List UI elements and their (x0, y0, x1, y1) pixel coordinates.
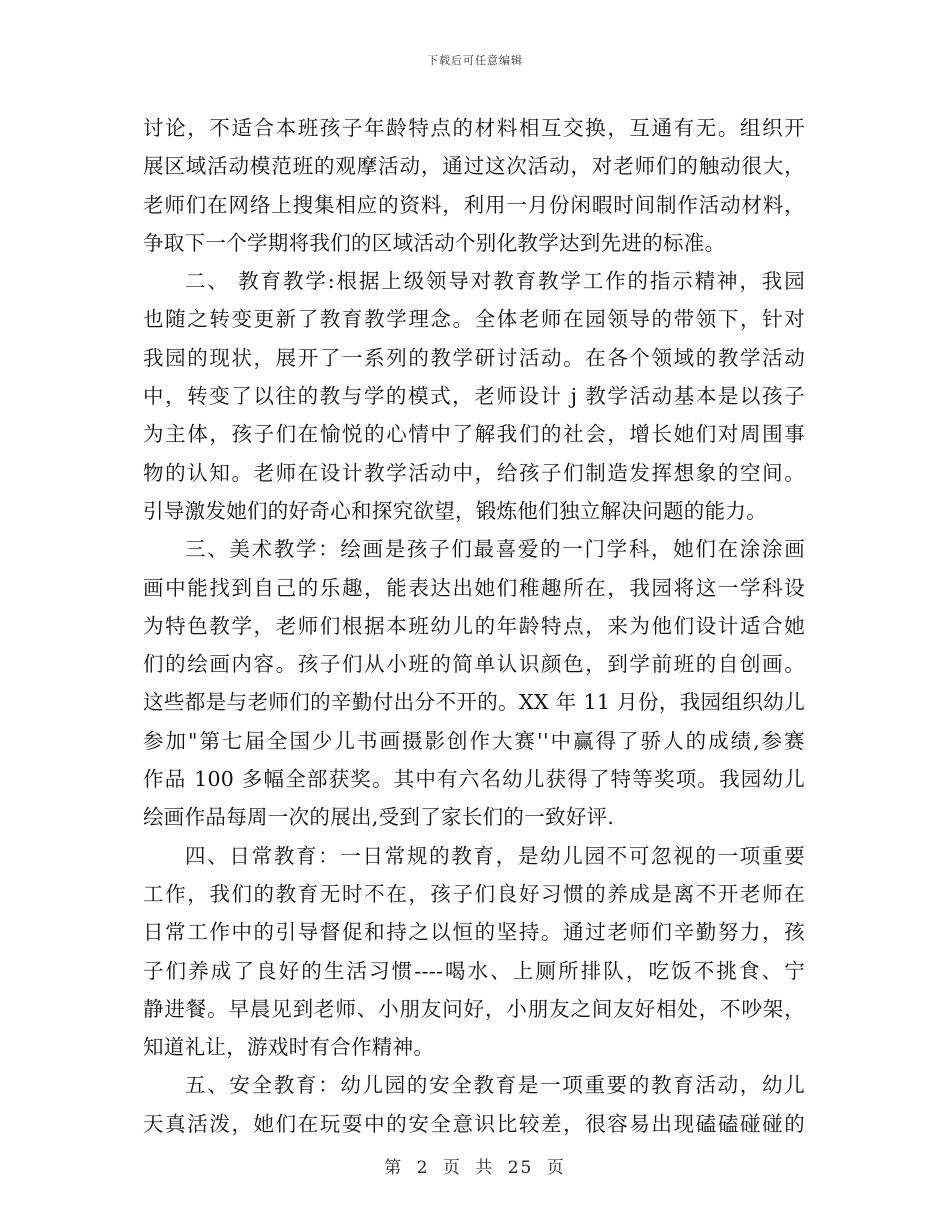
text-line: 我园的现状，展开了一系列的教学研讨活动。在各个领域的教学活动 (143, 345, 805, 370)
page-number-footer: 第 2 页 共 25 页 (384, 1158, 566, 1178)
text-line: 讨论，不适合本班孩子年龄特点的材料相互交换，互通有无。组织开 (143, 116, 805, 140)
text-line: 画中能找到自己的乐趣，能表达出她们稚趣所在，我园将这一学科设 (143, 575, 805, 600)
text-line: 天真活泼，她们在玩耍中的安全意识比较差，很容易出现磕磕碰碰的 (143, 1111, 805, 1136)
text-line: 静进餐。早晨见到老师、小朋友问好，小朋友之间友好相处，不吵架， (143, 996, 805, 1021)
text-line: 工作，我们的教育无时不在，孩子们良好习惯的养成是离不开老师在 (143, 881, 805, 906)
text-line: 争取下一个学期将我们的区域活动个别化教学达到先进的标准。 (143, 230, 726, 255)
section-heading-line: 三、美术教学：绘画是孩子们最喜爱的一门学科，她们在涂涂画 (185, 537, 805, 562)
text-line: 引导激发她们的好奇心和探究欲望，锻炼他们独立解决问题的能力。 (143, 498, 767, 523)
section-heading-line: 五、安全教育：幼儿园的安全教育是一项重要的教育活动，幼儿 (185, 1073, 805, 1098)
document-body (143, 109, 805, 1143)
text-line: 也随之转变更新了教育教学理念。全体老师在园领导的带领下，针对 (143, 307, 805, 332)
text-line: 作品 100 多幅全部获奖。其中有六名幼儿获得了特等奖项。我园幼儿 (143, 767, 805, 792)
text-line: 物的认知。老师在设计教学活动中，给孩子们制造发挥想象的空间。 (143, 460, 805, 485)
text-line: 日常工作中的引导督促和持之以恒的坚持。通过老师们辛勤努力，孩 (143, 920, 805, 945)
page-header: 下载后可任意编辑 (427, 54, 523, 67)
text-line: 展区域活动模范班的观摩活动，通过这次活动，对老师们的触动很大， (143, 154, 805, 179)
text-line: 为特色教学，老师们根据本班幼儿的年龄特点，来为他们设计适合她 (143, 613, 805, 638)
section-heading-line: 二、 教育教学:根据上级领导对教育教学工作的指示精神，我园 (185, 269, 805, 294)
text-line: 子们养成了良好的生活习惯----喝水、上厕所排队，吃饭不挑食、宁 (143, 958, 805, 983)
text-line: 中，转变了以往的教与学的模式，老师设计 j 教学活动基本是以孩子 (143, 384, 805, 409)
text-line: 为主体，孩子们在愉悦的心情中了解我们的社会，增长她们对周围事 (143, 422, 805, 447)
text-line: 这些都是与老师们的辛勤付出分不开的。XX 年 11 月份，我园组织幼儿 (143, 690, 805, 715)
text-line: 老师们在网络上搜集相应的资料，利用一月份闲暇时间制作活动材料， (143, 192, 805, 217)
text-line: 绘画作品每周一次的展出,受到了家长们的一致好评. (143, 805, 615, 830)
section-heading-line: 四、日常教育：一日常规的教育，是幼儿园不可忽视的一项重要 (185, 843, 805, 868)
text-line: 参加"第七届全国少儿书画摄影创作大赛''中赢得了骄人的成绩,参赛 (143, 728, 805, 753)
text-line: 知道礼让，游戏时有合作精神。 (143, 1035, 435, 1060)
text-line: 们的绘画内容。孩子们从小班的简单认识颜色，到学前班的自创画。 (143, 652, 805, 677)
